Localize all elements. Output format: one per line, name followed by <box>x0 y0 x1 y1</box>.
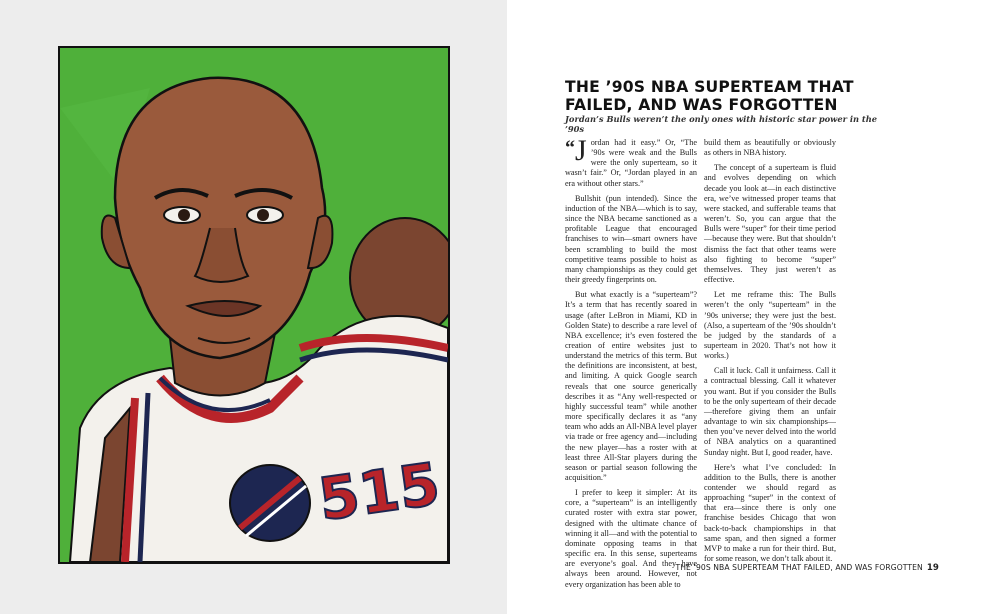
paragraph-9: Here’s what I’ve concluded: In addition to the Bulls, there is another contender we should regard as approaching “super” in the context of that era—since there is only one franchise besides Chicago that won back-to-back championships in that same span, and then signed a former MVP to make a run for their third. But, for some reason, we don’t talk about it. <box>704 462 836 564</box>
drop-cap: “J <box>565 134 587 167</box>
footer-title: THE ’90S NBA SUPERTEAM THAT FAILED, AND WAS FORGOTTEN <box>675 563 923 572</box>
paragraph-1: “J ordan had it easy.” Or, “The ’90s were weak and the Bulls were the only superteam, so it wasn’t fair.” Or, “Jordan played in an era without other stars.” <box>565 134 697 188</box>
page-number: 19 <box>926 563 939 573</box>
paragraph-5: build them as beautifully or obviously as others in NBA history. <box>704 138 836 158</box>
right-page <box>507 0 1005 614</box>
paragraph-7: Let me reframe this: The Bulls weren’t the only “superteam” in the ’90s universe; they were just the best. (Also, a superteam of the ’90s shouldn’t be judged by the standards of a superteam in 2020. That’s not how it works.) <box>704 290 836 361</box>
right-pupil <box>257 209 269 221</box>
illustration-art <box>60 48 448 562</box>
running-footer <box>605 563 939 573</box>
jersey-number: 515 <box>314 449 444 534</box>
article-headline: THE ’90S NBA SUPERTEAM THAT FAILED, AND WAS FORGOTTEN <box>565 78 854 114</box>
article-column-left <box>565 134 697 595</box>
paragraph-2: Bullshit (pun intended). Since the induction of the NBA—which is to say, since the NBA became sanctioned as a profitable League that encouraged franchises to win—smart owners have been scrambling to build the most competitive teams possible to hoist as many championships as they could get their greedy fingerprints on. <box>565 193 697 285</box>
article-subhead: Jordan’s Bulls weren’t the only ones with historic star power in the ’90s <box>565 114 878 134</box>
jersey-logo <box>230 465 310 541</box>
paragraph-8: Call it luck. Call it unfairness. Call it a contractual blessing. Call it whatever you want. But if you consider the Bulls to be the only superteam of their decade—therefore giving them an unfair advantage to win six championships—then you’ve never delved into the world of NBA analytics on a quarantined Sunday night. But I, good reader, have. <box>704 366 836 457</box>
article-column-right <box>704 138 836 569</box>
paragraph-4: I prefer to keep it simpler: At its core, a “superteam” is an intelligently curated roster with extra star power, designed with the ultimate chance of winning it all—and with the potential to dominate opposing teams in that specific era. In this sense, superteams are everyone’s goal. And they have always been around. However, not every organization has been able to <box>565 488 697 589</box>
paragraph-3: But what exactly is a “superteam”? It’s a term that has recently soared in usage (after LeBron in Miami, KD in Golden State) to describe a rare level of NBA excellence; it’s even fostered the creation of entire websites just to understand the metrics of this term. But the definitions are inconsistent, at best, and limiting. A quick Google search reveals that one source generically describes it as “Any well-respected or highly successful team” while another more specifically declares it as “any team who adds an All-NBA level player via trade or free agency and—including the new player—has a roster with at least three All-Star players during the season or partial season following the acquisition.” <box>565 290 697 482</box>
left-pupil <box>178 209 190 221</box>
paragraph-6: The concept of a superteam is fluid and evolves depending on which decade you look at—in each distinctive era, we’ve witnessed proper teams that were stacked, and sufferable teams that weren’t. So, you can argue that the Bulls were “super” for their time period—because they were. But that shouldn’t dismiss the fact that other teams were also fighting to become “super” themselves. They just weren’t as effective. <box>704 163 836 285</box>
player-illustration <box>58 46 450 564</box>
